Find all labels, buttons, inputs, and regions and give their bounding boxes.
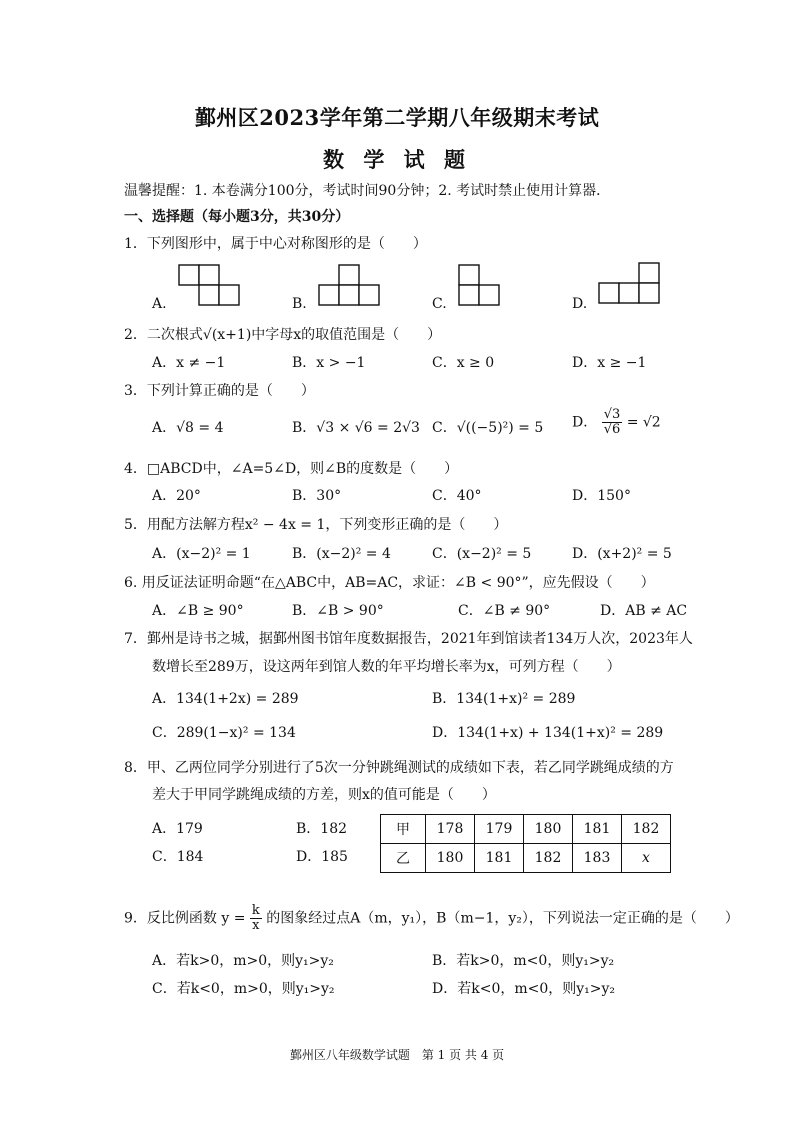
row-label-jia: 甲: [381, 815, 426, 844]
q5-option-c: C．(x−2)² = 5: [432, 546, 532, 562]
page-footer: 鄞州区八年级数学试题 第 1 页 共 4 页: [289, 1048, 505, 1062]
q8-option-b: B．182: [296, 821, 348, 837]
table-cell: 182: [622, 815, 671, 844]
table-cell: 183: [573, 844, 622, 873]
table-cell: 178: [426, 815, 475, 844]
q1-figure-b: [318, 264, 382, 306]
table-cell: 179: [475, 815, 524, 844]
question-5-stem: 5．用配方法解方程x² − 4x = 1，下列变形正确的是（ ）: [124, 517, 508, 533]
question-9-stem: [124, 904, 739, 933]
q6-option-d: D．AB ≠ AC: [600, 603, 688, 619]
q1-option-d: D.: [572, 296, 588, 312]
q2-option-d: D．x ≥ −1: [572, 355, 647, 371]
q8-option-a: A．179: [152, 821, 203, 837]
question-2-stem: 2．二次根式√(x+1)中字母x的取值范围是（ ）: [124, 327, 442, 343]
q5-option-d: D．(x+2)² = 5: [572, 546, 672, 562]
q1-figure-c: [458, 264, 502, 306]
q7-option-b: B．134(1+x)² = 289: [432, 691, 576, 707]
table-cell: 181: [475, 844, 524, 873]
q1-figure-d: [598, 262, 662, 306]
question-3-stem: 3．下列计算正确的是（ ）: [124, 383, 315, 399]
q9-fraction-denominator: x: [252, 918, 260, 933]
q9-stem-post: 的图象经过点A（m，y₁），B（m−1，y₂），下列说法一定正确的是（ ）: [266, 910, 739, 927]
q7-option-a: A．134(1+2x) = 289: [152, 691, 299, 707]
q7-option-c: C．289(1−x)² = 134: [152, 725, 296, 741]
notice-text: 温馨提醒：1. 本卷满分100分，考试时间90分钟；2. 考试时禁止使用计算器．: [124, 183, 611, 199]
q9-option-a: A．若k>0，m>0，则y₁>y₂: [152, 953, 334, 969]
question-4-stem: 4．□ABCD中，∠A=5∠D，则∠B的度数是（ ）: [124, 461, 459, 477]
table-cell: x: [622, 844, 671, 873]
question-7-stem-line1: 7．鄞州是诗书之城，据鄞州图书馆年度数据报告，2021年到馆读者134万人次，2023年人: [124, 631, 693, 647]
q3-option-c: C．√((−5)²) = 5: [432, 420, 544, 436]
q3-option-d-numerator: √3: [603, 407, 621, 422]
q3-option-d-denominator: √6: [603, 422, 621, 437]
q4-option-c: C．40°: [432, 488, 482, 504]
q9-fraction: [250, 904, 262, 933]
table-row-yi: [381, 844, 671, 873]
q8-option-d: D．185: [296, 849, 348, 865]
q3-option-d-rhs: = √2: [626, 414, 661, 431]
q5-option-b: B．(x−2)² = 4: [292, 546, 391, 562]
q1-option-b: B.: [292, 296, 307, 312]
page-title: 鄞州区2023学年第二学期八年级期末考试: [194, 105, 600, 130]
q6-option-b: B．∠B > 90°: [292, 603, 384, 619]
question-1-stem: 1．下列图形中，属于中心对称图形的是（ ）: [124, 236, 427, 252]
jump-rope-score-table: [380, 814, 671, 873]
question-8-stem-line2: 差大于甲同学跳绳成绩的方差，则x的值可能是（ ）: [152, 787, 496, 803]
q1-option-c: C.: [432, 296, 447, 312]
table-cell: 180: [426, 844, 475, 873]
question-8-stem-line1: 8．甲、乙两位同学分别进行了5次一分钟跳绳测试的成绩如下表，若乙同学跳绳成绩的方: [124, 760, 674, 776]
q9-option-b: B．若k>0，m<0，则y₁>y₂: [432, 953, 615, 969]
q7-option-d: D．134(1+x) + 134(1+x)² = 289: [432, 725, 664, 741]
q3-option-d: [572, 408, 661, 437]
q2-option-c: C．x ≥ 0: [432, 355, 495, 371]
q3-option-a: A．√8 = 4: [152, 420, 224, 436]
table-cell: 181: [573, 815, 622, 844]
table-row-jia: [381, 815, 671, 844]
q1-option-a: A.: [152, 296, 167, 312]
q9-option-d: D．若k<0，m<0，则y₁>y₂: [432, 981, 616, 997]
row-label-yi: 乙: [381, 844, 426, 873]
q8-option-c: C．184: [152, 849, 204, 865]
q5-option-a: A．(x−2)² = 1: [152, 546, 251, 562]
q3-option-d-fraction: [602, 408, 623, 437]
question-6-stem: 6. 用反证法证明命题“在△ABC中，AB=AC，求证：∠B < 90°”，应先假设（ ）: [124, 575, 655, 591]
q9-option-c: C．若k<0，m>0，则y₁>y₂: [152, 981, 335, 997]
table-cell: 180: [524, 815, 573, 844]
q4-option-b: B．30°: [292, 488, 342, 504]
q9-stem-pre: 9．反比例函数 y =: [124, 910, 246, 927]
q3-option-d-label: D．: [572, 414, 598, 431]
q4-option-a: A．20°: [152, 488, 201, 504]
question-7-stem-line2: 数增长至289万，设这两年到馆人数的年平均增长率为x，可列方程（ ）: [152, 659, 621, 675]
q2-option-a: A．x ≠ −1: [152, 355, 226, 371]
section-heading: 一、选择题（每小题3分，共30分）: [124, 209, 350, 225]
q2-option-b: B．x > −1: [292, 355, 366, 371]
page-subtitle: 数 学 试 题: [323, 147, 471, 172]
table-cell: 182: [524, 844, 573, 873]
q9-fraction-numerator: k: [251, 903, 260, 918]
q6-option-a: A．∠B ≥ 90°: [152, 603, 244, 619]
q4-option-d: D．150°: [572, 488, 631, 504]
q6-option-c: C．∠B ≠ 90°: [458, 603, 551, 619]
q1-figure-a: [178, 264, 242, 306]
q3-option-b: B．√3 × √6 = 2√3: [292, 420, 420, 436]
